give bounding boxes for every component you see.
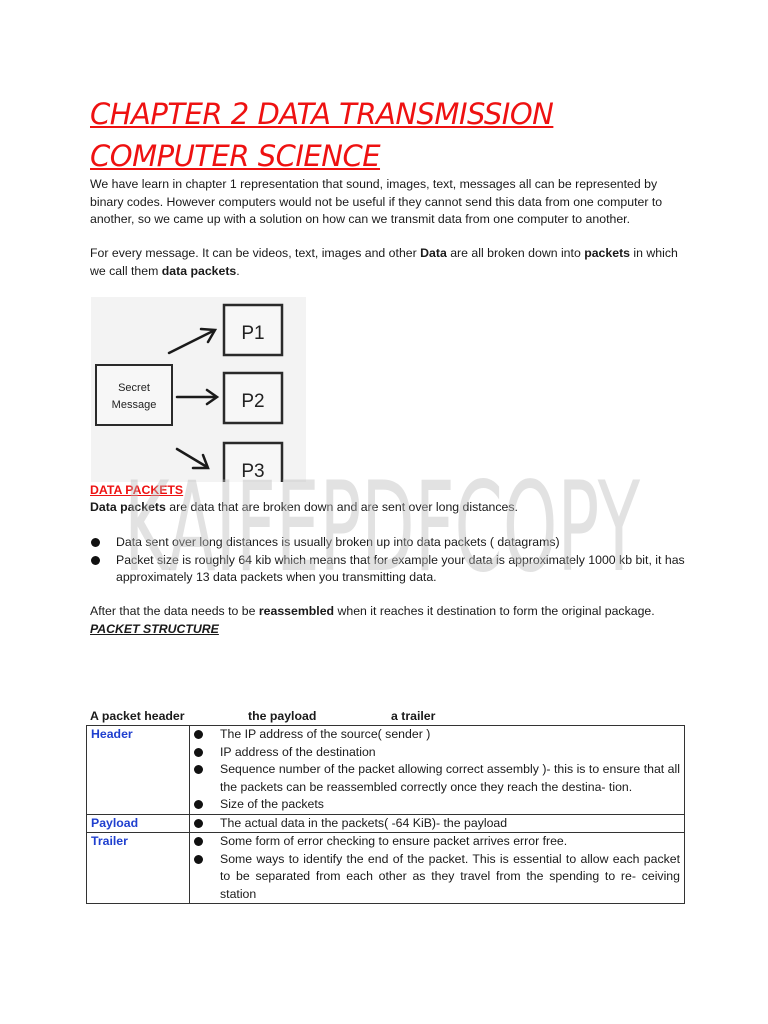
arrow-to-p3 bbox=[177, 449, 207, 467]
list-item-text: Sequence number of the packet allowing correct assembly )- this is to ensure that all the packets can be reassembled correctly once they reach the destina- tion. bbox=[220, 762, 680, 794]
data-packets-definition-text: are data that are broken down and are sent over long distances. bbox=[165, 500, 518, 514]
bold-data-packets: data packets bbox=[161, 263, 237, 278]
bullet-icon bbox=[194, 819, 203, 828]
bold-data-packets-term: Data packets bbox=[90, 500, 166, 514]
col-head-trailer: a trailer bbox=[391, 709, 436, 723]
data-packets-definition bbox=[90, 499, 690, 517]
list-item-text: Some form of error checking to ensure packet arrives error free. bbox=[220, 834, 568, 848]
bullet-icon bbox=[194, 855, 203, 864]
list-item-text: The actual data in the packets( -64 KiB)- the payload bbox=[220, 815, 508, 830]
packets-paragraph-text: in which we call them bbox=[90, 246, 678, 278]
packet-structure-heading-text: PACKET STRUCTURE bbox=[90, 622, 219, 636]
packet-structure-table bbox=[86, 725, 685, 904]
row-item-list bbox=[194, 815, 680, 833]
bullet-icon bbox=[194, 730, 203, 739]
list-item-text: Some ways to identify the end of the packet. This is essential to allow each packet to be separated from each other as they travel from the spending to re- ceiving station bbox=[220, 851, 680, 901]
bullet-icon bbox=[91, 556, 100, 565]
table-row bbox=[87, 726, 685, 815]
row-items bbox=[190, 833, 685, 904]
packet-label-p2: P2 bbox=[241, 391, 265, 412]
packet-label-p1: P1 bbox=[241, 323, 265, 344]
list-item bbox=[194, 761, 680, 796]
secret-message-label: Message bbox=[111, 399, 157, 411]
col-head-payload: the payload bbox=[248, 709, 317, 723]
list-item-text: The IP address of the source( sender ) bbox=[220, 727, 431, 741]
packets-paragraph-text: For every message. It can be videos, text, images and other bbox=[90, 246, 421, 260]
data-packets-heading-text: DATA PACKETS bbox=[90, 483, 184, 497]
bullet-icon bbox=[194, 765, 203, 774]
intro-paragraph: We have learn in chapter 1 representation that sound, images, text, messages all can be represented by binary codes. However computers would not be useful if they cannot send this data from one computer to another, so we came up with a solution on how can we transmit data from one computer to another. bbox=[90, 177, 663, 226]
bullet-icon bbox=[194, 837, 203, 846]
row-items bbox=[190, 726, 685, 815]
row-item-list bbox=[194, 726, 680, 814]
watermark-text: KAIFEPDFCOPY bbox=[124, 458, 641, 588]
list-item-text: Data sent over long distances is usually broken up into data packets ( datagrams) bbox=[116, 535, 560, 549]
row-items bbox=[190, 814, 685, 833]
arrow-to-p1 bbox=[169, 331, 213, 353]
chapter-title: CHAPTER 2 DATA TRANSMISSION COMPUTER SCIENCE bbox=[90, 97, 554, 173]
list-item-text: Size of the packets bbox=[220, 797, 324, 811]
list-item-text: IP address of the destination bbox=[220, 744, 376, 759]
packet-label-p3: P3 bbox=[241, 461, 265, 482]
list-item bbox=[194, 744, 680, 762]
table-row bbox=[87, 833, 685, 904]
list-item bbox=[90, 534, 690, 552]
list-item-text: Packet size is roughly 64 kib which means that for example your data is approximately 1000 kb bit, it has approximately 13 data packets when you transmitting data. bbox=[116, 552, 685, 584]
arrows bbox=[169, 329, 217, 468]
data-packets-heading bbox=[90, 482, 690, 500]
reassembly-paragraph bbox=[90, 603, 690, 621]
secret-message-label: Secret bbox=[118, 382, 150, 394]
list-item bbox=[194, 815, 680, 833]
list-item bbox=[194, 726, 680, 744]
reassembly-text: After that the data needs to be bbox=[90, 604, 259, 618]
col-head-header: A packet header bbox=[90, 709, 185, 723]
data-packets-bullet-list bbox=[90, 534, 690, 587]
packets-paragraph-text: are all broken down into bbox=[446, 246, 585, 260]
row-item-list bbox=[194, 833, 680, 903]
row-label-payload: Payload bbox=[87, 814, 190, 833]
table-row bbox=[87, 814, 685, 833]
bullet-icon bbox=[194, 748, 203, 757]
list-item bbox=[90, 552, 690, 587]
packet-diagram bbox=[91, 297, 306, 482]
list-item bbox=[194, 796, 680, 814]
row-label-header: Header bbox=[87, 726, 190, 815]
packets-paragraph-text: . bbox=[236, 263, 240, 278]
bullet-icon bbox=[91, 538, 100, 547]
packet-structure-heading bbox=[90, 621, 690, 639]
bold-data: Data bbox=[420, 246, 447, 260]
packets-paragraph bbox=[90, 245, 690, 280]
list-item bbox=[194, 851, 680, 904]
list-item bbox=[194, 833, 680, 851]
bold-reassembled: reassembled bbox=[258, 604, 335, 618]
secret-message-box bbox=[96, 365, 172, 425]
row-label-trailer: Trailer bbox=[87, 833, 190, 904]
bold-packets: packets bbox=[584, 246, 631, 260]
bullet-icon bbox=[194, 800, 203, 809]
packet-diagram-svg bbox=[91, 297, 306, 482]
reassembly-text: when it reaches it destination to form the original package. bbox=[334, 604, 655, 618]
